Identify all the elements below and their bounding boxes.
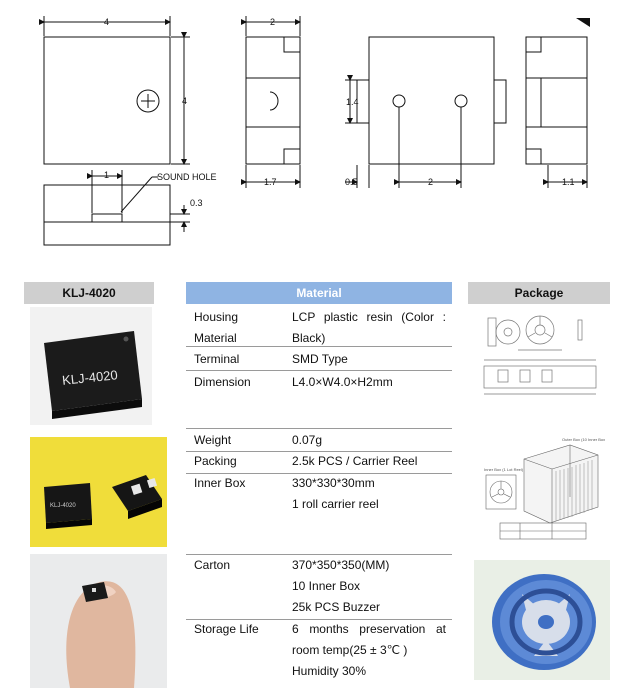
- technical-drawing: [0, 0, 634, 260]
- divider: [186, 346, 452, 347]
- product-photo-main: [30, 307, 152, 425]
- dim-pin-height: 1.4: [346, 97, 359, 107]
- spec-key: Housing Material: [194, 310, 239, 345]
- spec-row-terminal: [186, 349, 452, 370]
- package-header: Package: [468, 282, 610, 304]
- product-label: KLJ-4020: [61, 367, 119, 388]
- bottom-view: [345, 37, 506, 188]
- dim-thickness-top: 2: [270, 17, 276, 27]
- spec-value: L4.0×W4.0×H2mm: [292, 375, 393, 389]
- dim-hole-offset: 1: [104, 170, 110, 180]
- package-box-drawing: [480, 435, 605, 547]
- spec-value: 6 months preservation at room temp(25 ± 3℃ ) Humidity 30%: [292, 622, 446, 678]
- spec-row-storage-life: [186, 619, 452, 685]
- dim-depth: 1.7: [264, 177, 277, 187]
- dim-width-top: 4: [104, 17, 110, 27]
- product-photo-finger: [30, 554, 167, 688]
- dim-height-side: 4: [182, 96, 188, 106]
- spec-row-dimension: [186, 372, 452, 393]
- spec-key: Dimension: [194, 375, 251, 389]
- spec-row-carton: [186, 555, 452, 621]
- model-header: KLJ-4020: [24, 282, 154, 304]
- top-view: [44, 16, 190, 164]
- side-view-right: [526, 18, 590, 188]
- spec-row-inner-box: [186, 473, 452, 517]
- material-table: [186, 304, 452, 693]
- spec-row-weight: [186, 430, 452, 451]
- spec-key: Packing: [194, 454, 237, 468]
- spec-key: Carton: [194, 558, 231, 572]
- sound-hole-label: SOUND HOLE: [157, 172, 217, 182]
- outer-box-label: Outer Box (10 Inner Box): [562, 437, 605, 442]
- material-header: Material: [186, 282, 452, 304]
- divider: [186, 554, 452, 555]
- divider: [186, 451, 452, 452]
- divider: [186, 428, 452, 429]
- spec-key: Inner Box: [194, 476, 246, 490]
- spec-value: 370*350*350(MM) 10 Inner Box 25k PCS Buzzer: [292, 558, 390, 614]
- dim-side-tab: 1.1: [562, 177, 575, 187]
- spec-value: LCP plastic resin (Color : Black): [292, 310, 446, 345]
- dim-pin-pitch: 2: [428, 177, 434, 187]
- side-view-left: [246, 16, 300, 188]
- small-label: KLJ-4020: [50, 503, 76, 509]
- package-reel-photo: [474, 560, 610, 680]
- inner-box-label: Inner Box (1 Lot Reel): [484, 467, 524, 472]
- spec-value: 0.07g: [292, 433, 323, 447]
- spec-row-housing: [186, 307, 452, 347]
- spec-value: 330*330*30mm 1 roll carrier reel: [292, 476, 379, 511]
- package-reel-drawing: [478, 308, 603, 408]
- spec-value: SMD Type: [292, 352, 348, 366]
- divider: [186, 473, 452, 474]
- spec-key: Storage Life: [194, 622, 259, 636]
- dim-pin-offset: 0.5: [345, 177, 358, 187]
- spec-row-packing: [186, 451, 452, 472]
- spec-value: 2.5k PCS / Carrier Reel: [292, 454, 418, 468]
- divider: [186, 370, 452, 371]
- spec-key: Terminal: [194, 352, 240, 366]
- divider: [186, 619, 452, 620]
- product-photo-pair: [30, 437, 167, 547]
- spec-key: Weight: [194, 433, 232, 447]
- dim-hole-depth: 0.3: [190, 198, 203, 208]
- section-view: [44, 170, 217, 245]
